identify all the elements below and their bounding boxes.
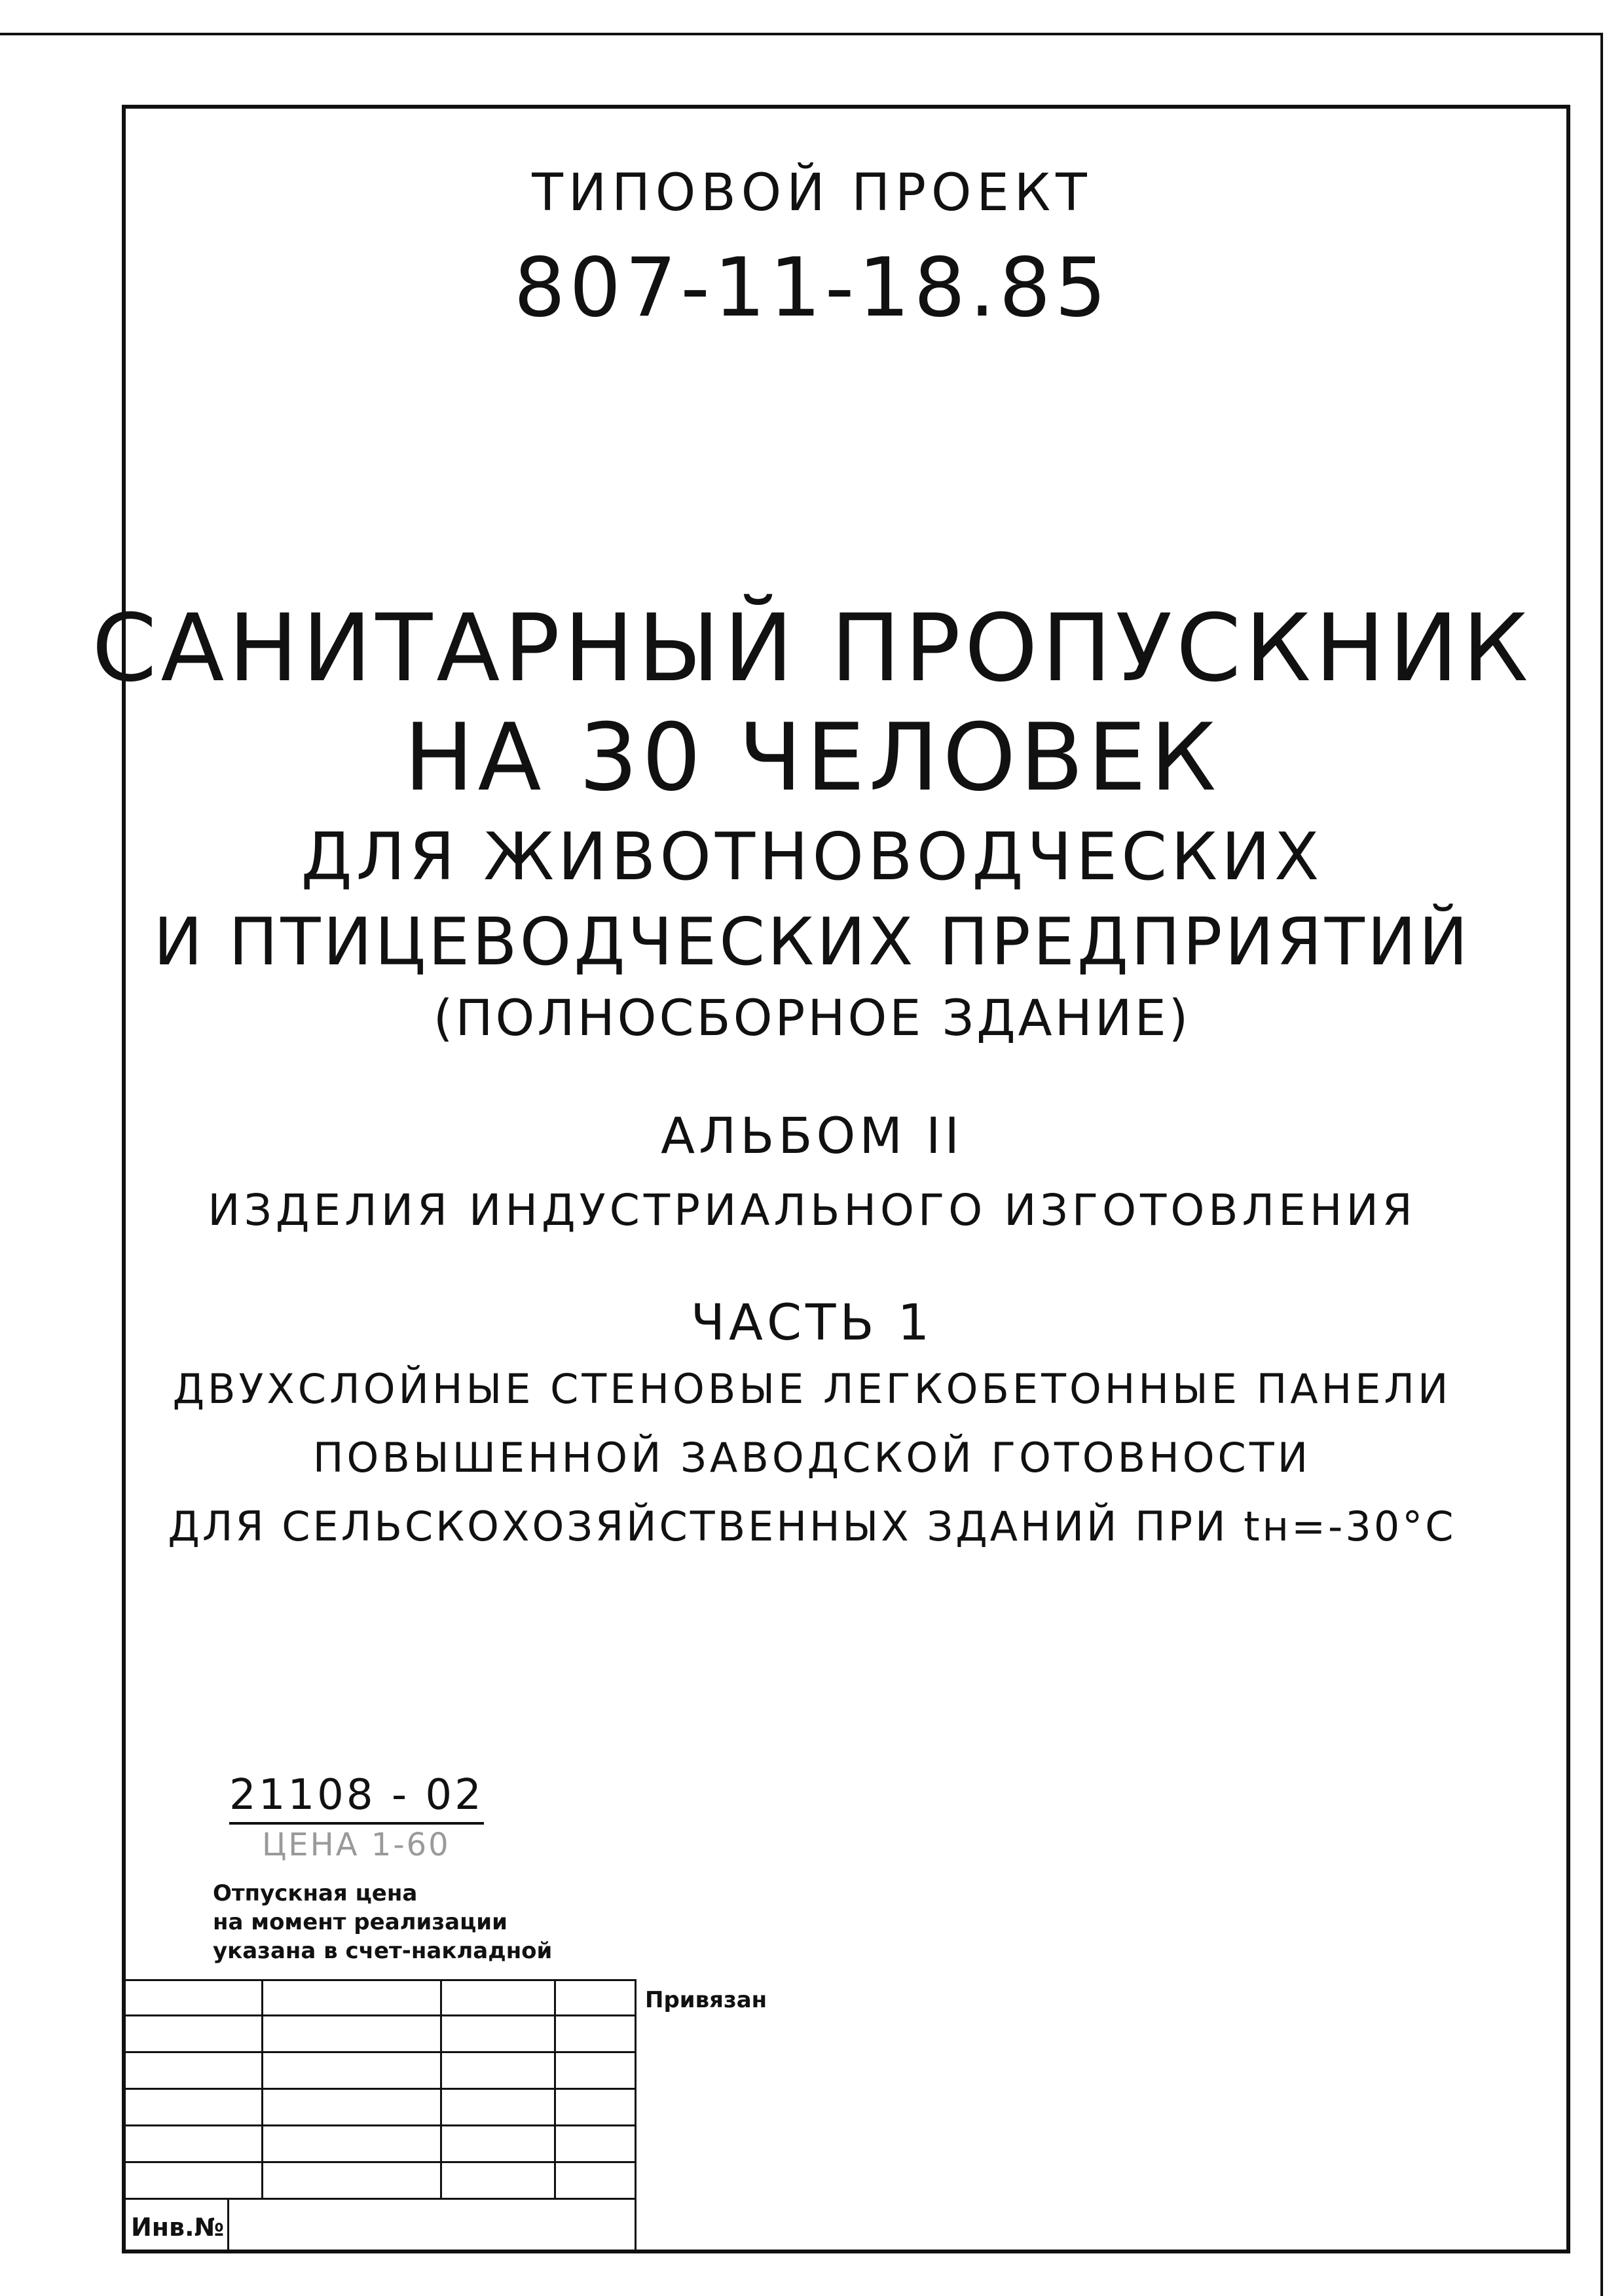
stamp-rule (122, 2161, 637, 2163)
price-note (213, 1879, 552, 1965)
stamp-rule (122, 2088, 637, 2090)
part-line-2: ПОВЫШЕННОЙ ЗАВОДСКОЙ ГОТОВНОСТИ (312, 1434, 1312, 1482)
stamp-column-rule (440, 1979, 442, 2198)
title-line-1: САНИТАРНЫЙ ПРОПУСКНИК (92, 594, 1532, 702)
price-stamp: ЦЕНА 1-60 (262, 1827, 451, 1863)
catalog-code: 21108 - 02 (229, 1771, 484, 1825)
price-note-line-3: указана в счет-накладной (213, 1938, 553, 1964)
title-line-5: (ПОЛНОСБОРНОЕ ЗДАНИЕ) (433, 989, 1191, 1047)
title-line-3: ДЛЯ ЖИВОТНОВОДЧЕСКИХ (301, 818, 1323, 895)
stamp-column-rule (227, 2198, 229, 2253)
part-line-3: ДЛЯ СЕЛЬСКОХОЗЯЙСТВЕННЫХ ЗДАНИЙ ПРИ tн=-30°С (168, 1503, 1456, 1550)
stamp-column-rule (554, 1979, 556, 2198)
price-note-line-2: на момент реализации (213, 1909, 507, 1935)
album-label: АЛЬБОМ II (661, 1106, 963, 1165)
stamp-rule (122, 2198, 637, 2200)
privyazan-label: Привязан (645, 1987, 767, 2013)
part-label: ЧАСТЬ 1 (690, 1293, 934, 1351)
title-line-2: НА 30 ЧЕЛОВЕК (403, 704, 1221, 812)
stamp-rule (122, 2014, 637, 2016)
project-label: ТИПОВОЙ ПРОЕКТ (532, 164, 1092, 223)
part-line-1: ДВУХСЛОЙНЫЕ СТЕНОВЫЕ ЛЕГКОБЕТОННЫЕ ПАНЕЛИ (172, 1365, 1452, 1413)
stamp-column-rule (261, 1979, 263, 2198)
project-number: 807-11-18.85 (513, 241, 1111, 335)
title-line-4: И ПТИЦЕВОДЧЕСКИХ ПРЕДПРИЯТИЙ (153, 903, 1471, 980)
price-note-line-1: Отпускная цена (213, 1880, 418, 1906)
inventory-label: Инв.№ (131, 2213, 225, 2242)
stamp-rule (122, 1979, 637, 1981)
album-subtitle: ИЗДЕЛИЯ ИНДУСТРИАЛЬНОГО ИЗГОТОВЛЕНИЯ (208, 1185, 1416, 1235)
stamp-column-rule (635, 1979, 637, 2253)
stamp-rule (122, 2124, 637, 2126)
sheet-edge-top (0, 33, 1603, 35)
stamp-rule (122, 2051, 637, 2053)
